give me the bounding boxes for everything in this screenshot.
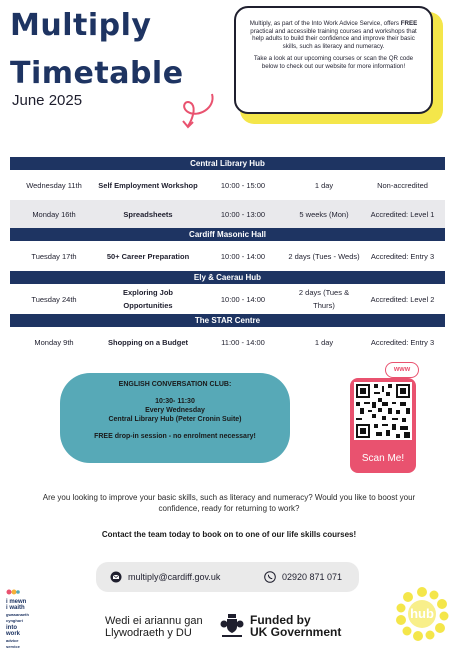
- venue-header: Cardiff Masonic Hall: [10, 228, 445, 241]
- table-row: [10, 170, 445, 200]
- royal-crest-icon: [219, 612, 245, 640]
- course-name: 50+ Career Preparation: [106, 251, 190, 261]
- session-time: 11:00 - 14:00: [221, 337, 265, 347]
- email-address[interactable]: multiply@cardiff.gov.uk: [128, 572, 221, 582]
- qr-code-icon: [354, 382, 412, 440]
- curved-arrow-icon: [178, 90, 218, 132]
- accreditation-level: Accredited: Entry 3: [370, 337, 435, 347]
- call-to-action: Contact the team today to book on to one of our life skills courses!: [101, 530, 357, 539]
- accreditation-level: Accredited: Level 2: [370, 294, 435, 304]
- course-name: Spreadsheets: [123, 209, 173, 219]
- into-work-dots-icon: [6, 588, 20, 596]
- conversation-club-box: [60, 373, 290, 463]
- course-duration: 2 days (Tues & Thurs): [298, 288, 350, 310]
- welsh-funding-text: Wedi ei ariannu gan Llywodraeth y DU: [105, 615, 203, 639]
- scan-me-label: Scan Me!: [361, 453, 405, 464]
- info-box: [234, 6, 433, 114]
- qr-card[interactable]: [350, 378, 416, 473]
- contact-bar: [96, 562, 359, 592]
- course-duration: 1 day: [314, 180, 334, 190]
- venue-header: Central Library Hub: [10, 157, 445, 170]
- phone-icon: [264, 571, 276, 583]
- phone-contact[interactable]: [264, 571, 342, 583]
- body-text: Are you looking to improve your basic skills, such as literacy and numeracy? Would you like to boost your confidence, ready for returning to work?: [42, 493, 416, 513]
- session-time: 10:00 - 15:00: [220, 180, 266, 190]
- session-date: Monday 16th: [32, 209, 76, 219]
- table-row: [10, 200, 445, 228]
- qr-code[interactable]: [354, 382, 412, 440]
- www-badge: www: [385, 362, 419, 378]
- phone-number[interactable]: 02920 871 071: [282, 572, 343, 582]
- course-name: Exploring Job Opportunities: [122, 288, 173, 310]
- session-date: Tuesday 17th: [31, 251, 77, 261]
- info-paragraph-1: Multiply, as part of the Into Work Advice Service, offers FREE practical and accessible training courses and workshops that help adults to build their confidence and improve their basic skills, such as literacy and numeracy.: [249, 20, 418, 50]
- club-note: FREE drop-in session - no enrolment necessary!: [94, 433, 256, 440]
- course-duration: 2 days (Tues - Weds): [288, 251, 360, 261]
- course-name: Self Employment Workshop: [98, 180, 198, 190]
- timetable: [10, 157, 445, 357]
- table-row: [10, 284, 445, 314]
- hub-label: hub: [410, 606, 434, 621]
- info-paragraph-2: Take a look at our upcoming courses or scan the QR code below to check out our website for more information!: [253, 55, 414, 70]
- page-subtitle: June 2025: [12, 92, 83, 109]
- session-time: 10:00 - 14:00: [220, 294, 266, 304]
- session-date: Wednesday 11th: [26, 180, 82, 190]
- session-time: 10:00 - 14:00: [220, 251, 266, 261]
- club-time: 10:30- 11:30: [155, 398, 195, 405]
- session-time: 10:00 - 13:00: [220, 209, 266, 219]
- venue-header: The STAR Centre: [10, 314, 445, 327]
- course-name: Shopping on a Budget: [108, 337, 188, 347]
- uk-funding-text: Funded by UK Government: [250, 613, 342, 639]
- club-day: Every Wednesday: [145, 407, 205, 414]
- title-line-2: Timetable: [10, 56, 184, 91]
- into-work-logo: i mewn i waith gwasanaeth cynghori into work advice service: [6, 588, 29, 651]
- club-venue: Central Library Hub (Peter Cronin Suite): [108, 416, 242, 423]
- accreditation-level: Accredited: Entry 3: [370, 251, 435, 261]
- title-line-1: Multiply: [10, 8, 152, 43]
- table-row: [10, 241, 445, 271]
- course-duration: 1 day: [314, 337, 334, 347]
- table-row: [10, 327, 445, 357]
- accreditation-level: Non-accredited: [377, 180, 428, 190]
- email-icon: [110, 571, 122, 583]
- session-date: Monday 9th: [34, 337, 74, 347]
- page-title: [10, 8, 184, 91]
- course-duration: 5 weeks (Mon): [299, 209, 349, 219]
- email-contact[interactable]: [110, 571, 220, 583]
- venue-header: Ely & Caerau Hub: [10, 271, 445, 284]
- club-title: ENGLISH CONVERSATION CLUB:: [118, 381, 232, 388]
- session-date: Tuesday 24th: [31, 294, 77, 304]
- accreditation-level: Accredited: Level 1: [370, 209, 435, 219]
- hub-logo: [394, 586, 450, 647]
